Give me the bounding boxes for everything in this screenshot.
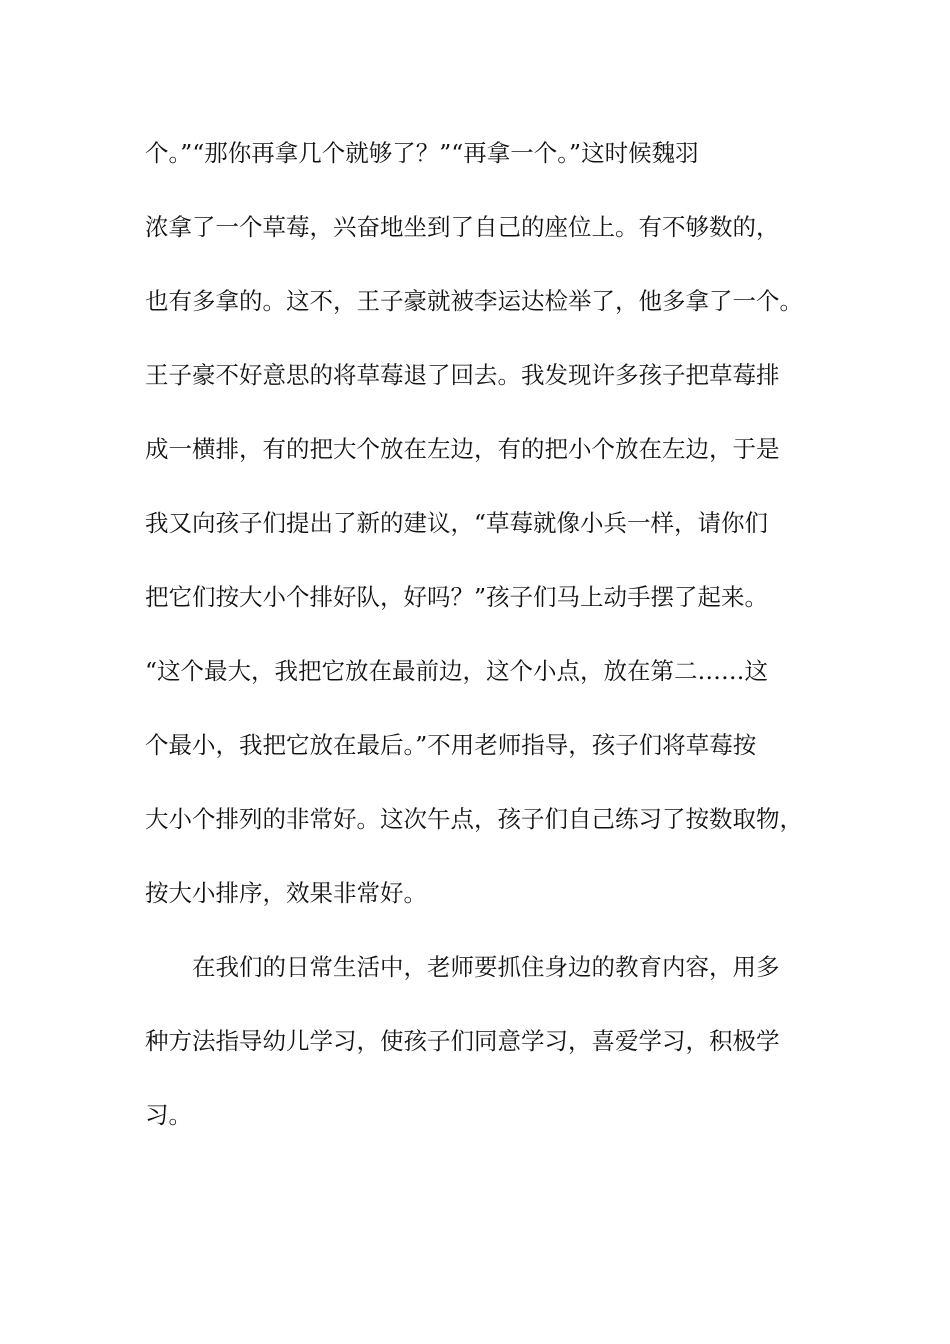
text-line: 把它们按大小个排好队，好吗？”孩子们马上动手摆了起来。 xyxy=(145,583,769,611)
text-line: 在我们的日常生活中，老师要抓住身边的教育内容，用多 xyxy=(192,953,780,981)
text-line: 种方法指导幼儿学习，使孩子们同意学习，喜爱学习，积极学 xyxy=(145,1027,780,1055)
text-line: “这个最大，我把它放在最前边，这个小点，放在第二……这 xyxy=(145,657,769,685)
text-line: 成一横排，有的把大个放在左边，有的把小个放在左边，于是 xyxy=(145,435,780,463)
text-line: 大小个排列的非常好。这次午点，孩子们自己练习了按数取物， xyxy=(145,805,803,833)
text-line: 我又向孩子们提出了新的建议，“草莓就像小兵一样，请你们 xyxy=(145,509,769,537)
text-line: 个。”“那你再拿几个就够了？”“再拿一个。”这时候魏羽 xyxy=(145,139,699,167)
text-line: 也有多拿的。这不，王子豪就被李运达检举了，他多拿了一个。 xyxy=(145,287,803,315)
text-line: 浓拿了一个草莓，兴奋地坐到了自己的座位上。有不够数的， xyxy=(145,213,780,241)
document-body xyxy=(145,126,845,1162)
text-line: 王子豪不好意思的将草莓退了回去。我发现许多孩子把草莓排 xyxy=(145,361,780,389)
text-line: 习。 xyxy=(145,1101,192,1129)
paragraph-1 xyxy=(145,126,845,940)
paragraph-2 xyxy=(145,940,845,1162)
text-line: 个最小，我把它放在最后。”不用老师指导，孩子们将草莓按 xyxy=(145,731,757,759)
text-line: 按大小排序，效果非常好。 xyxy=(145,879,427,907)
